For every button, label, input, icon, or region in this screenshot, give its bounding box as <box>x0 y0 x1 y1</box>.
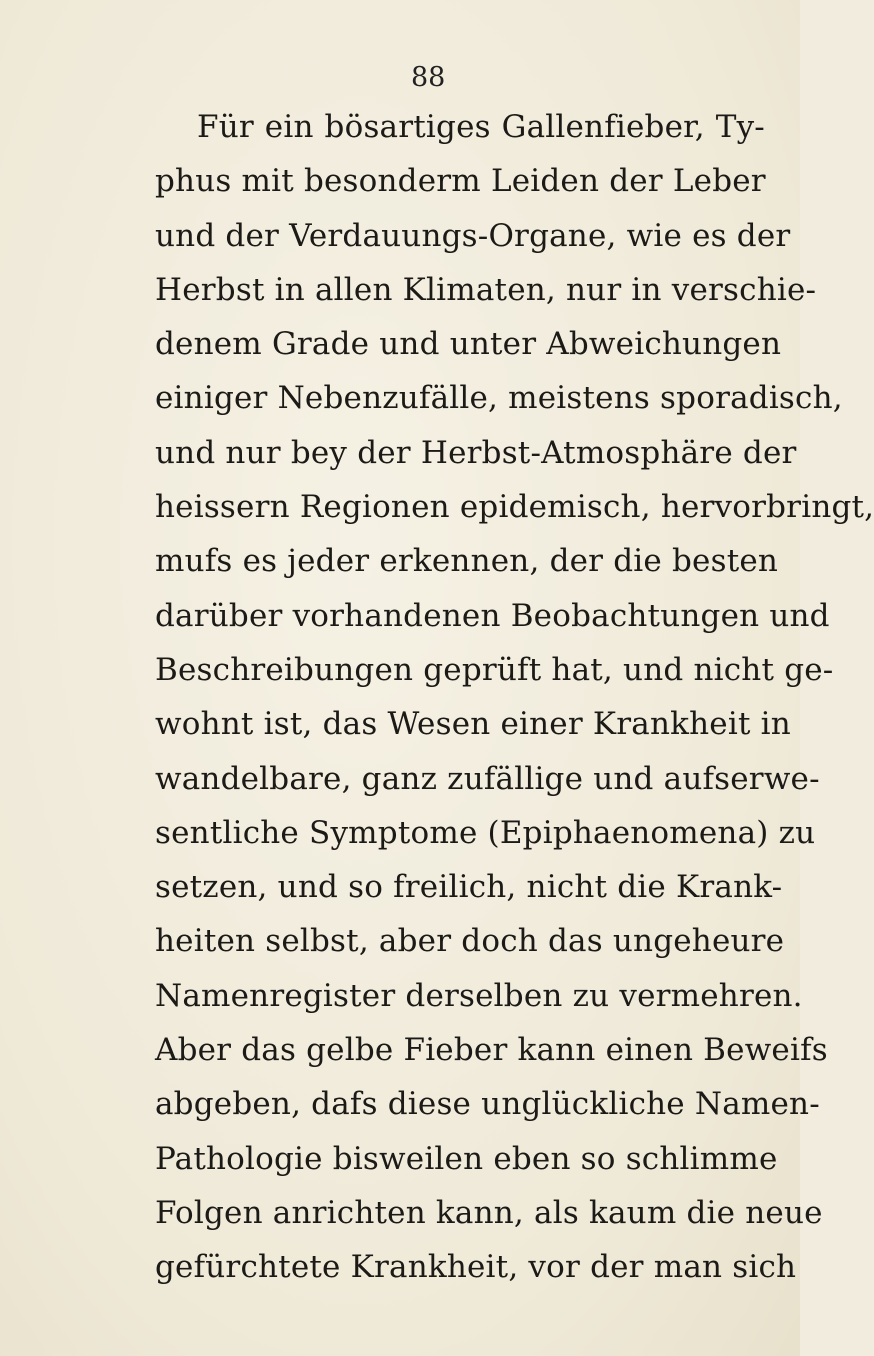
text-line: sentliche Symptome (Epiphaenomena) zu <box>155 814 816 851</box>
text-line: phus mit besonderm Leiden der Leber <box>155 163 766 200</box>
text-line: setzen, und so freilich, nicht die Krank- <box>155 869 783 906</box>
text-line: wandelbare, ganz zufällige und aufserwe- <box>155 760 820 797</box>
page-number: 88 <box>411 62 446 93</box>
text-line: abgeben, dafs diese unglückliche Namen- <box>155 1086 820 1123</box>
text-line: wohnt ist, das Wesen einer Krankheit in <box>155 706 791 743</box>
text-line: Aber das gelbe Fieber kann einen Beweifs <box>155 1032 828 1069</box>
text-line: darüber vorhandenen Beobachtungen und <box>155 597 830 634</box>
text-line: Beschreibungen geprüft hat, und nicht ge- <box>155 651 834 688</box>
text-line: gefürchtete Krankheit, vor der man sich <box>155 1249 797 1286</box>
text-line: heissern Regionen epidemisch, hervorbringt, <box>155 489 874 526</box>
text-line: Namenregister derselben zu vermehren. <box>155 977 803 1014</box>
text-line: mufs es jeder erkennen, der die besten <box>155 543 779 580</box>
text-line: Herbst in allen Klimaten, nur in verschie- <box>155 271 817 308</box>
text-line: denem Grade und unter Abweichungen <box>155 326 782 363</box>
text-line: Folgen anrichten kann, als kaum die neue <box>155 1194 823 1231</box>
text-line: heiten selbst, aber doch das ungeheure <box>155 923 785 960</box>
text-line: und nur bey der Herbst-Atmosphäre der <box>155 434 797 471</box>
body-text <box>155 100 874 1295</box>
text-line: und der Verdauungs-Organe, wie es der <box>155 217 791 254</box>
text-line: einiger Nebenzufälle, meistens sporadisch, <box>155 380 843 417</box>
text-line: Pathologie bisweilen eben so schlimme <box>155 1140 778 1177</box>
text-line: Für ein bösartiges Gallenfieber, Ty- <box>197 109 765 145</box>
